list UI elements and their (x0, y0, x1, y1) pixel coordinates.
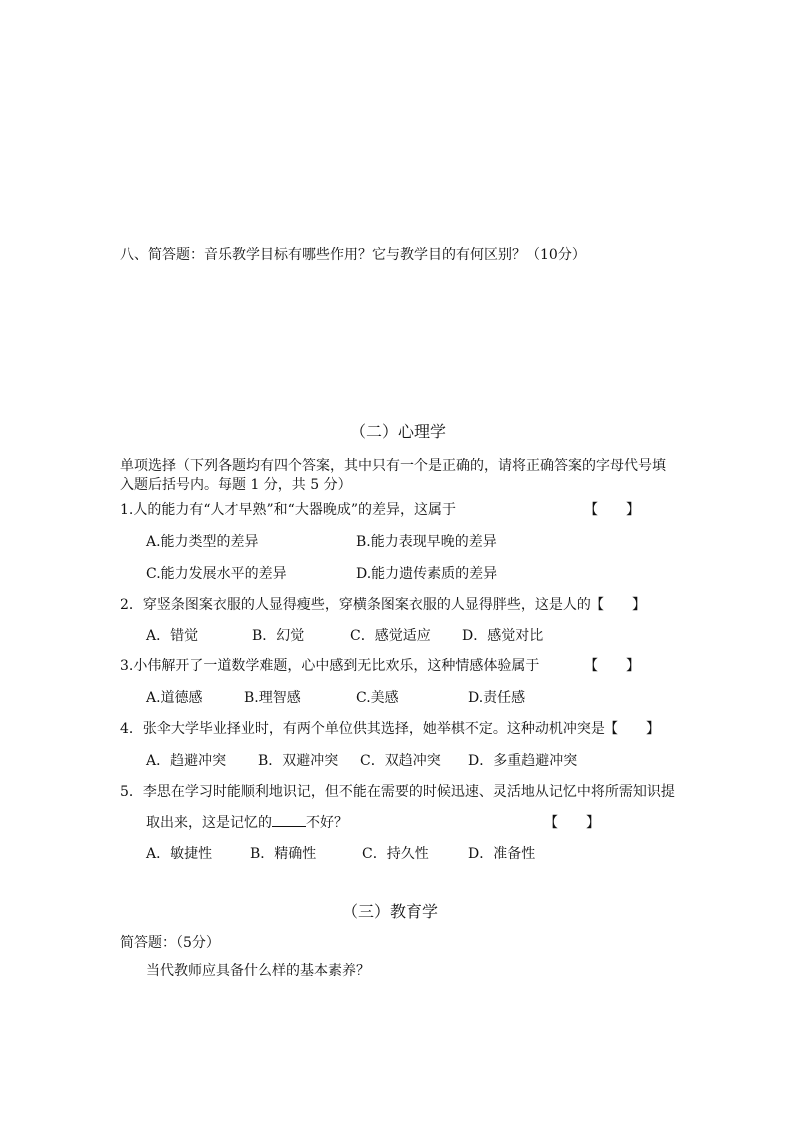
question-8: 八、简答题：音乐教学目标有哪些作用？它与教学目的有何区别？（10分） (120, 247, 586, 263)
question-5-stem-part-a: 取出来，这是记忆的 (146, 815, 272, 831)
q3-option-c: C.美感 (356, 690, 399, 706)
q4-option-b: B．双避冲突 (258, 753, 339, 769)
answer-bracket-4[interactable]: 【 】 (604, 721, 660, 737)
q5-option-c: C．持久性 (362, 846, 429, 862)
q4-option-c: C．双趋冲突 (360, 753, 441, 769)
answer-bracket-5[interactable]: 【 】 (544, 815, 600, 831)
q3-option-b: B.理智感 (244, 690, 301, 706)
q2-option-b: B．幻觉 (252, 628, 305, 644)
section-title-psychology: （二）心理学 (350, 422, 447, 441)
answer-bracket-2[interactable]: 【 】 (590, 597, 646, 613)
q2-option-a: A．错觉 (146, 628, 199, 644)
fill-blank[interactable] (272, 814, 306, 827)
q3-option-a: A.道德感 (146, 690, 203, 706)
question-3-stem: 3.小伟解开了一道数学难题，心中感到无比欢乐，这种情感体验属于 (120, 658, 540, 674)
q5-option-b: B．精确性 (250, 846, 317, 862)
section-title-pedagogy: （三）教育学 (342, 902, 439, 921)
q4-option-d: D．多重趋避冲突 (468, 753, 578, 769)
question-5-stem-part-b: 不好？ (306, 815, 348, 831)
q3-option-d: D.责任感 (468, 690, 526, 706)
instruction-line-2: 入题后括号内。每题 1 分，共 5 分） (120, 477, 352, 493)
section-3-question: 当代教师应具备什么样的基本素养？ (146, 963, 370, 979)
question-4-stem: 4．张伞大学毕业择业时，有两个单位供其选择，她举棋不定。这种动机冲突是 (120, 721, 605, 737)
answer-bracket-3[interactable]: 【 】 (584, 658, 640, 674)
q5-option-d: D．准备性 (468, 846, 536, 862)
answer-bracket-1[interactable]: 【 】 (584, 502, 640, 518)
question-5-stem-line-1: 5．李思在学习时能顺利地识记，但不能在需要的时候迅速、灵活地从记忆中将所需知识提 (120, 784, 675, 800)
section-3-subtitle: 简答题：（5分） (120, 935, 220, 951)
q2-option-d: D．感觉对比 (462, 628, 544, 644)
q5-option-a: A．敏捷性 (146, 846, 213, 862)
question-2-stem: 2．穿竖条图案衣服的人显得瘦些，穿横条图案衣服的人显得胖些，这是人的 (120, 597, 591, 613)
q1-option-d: D.能力遗传素质的差异 (356, 566, 498, 582)
q1-option-a: A.能力类型的差异 (146, 534, 259, 550)
question-1-stem: 1.人的能力有“人才早熟”和“大器晚成”的差异，这属于 (120, 502, 456, 518)
q4-option-a: A．趋避冲突 (146, 753, 227, 769)
instruction-line-1: 单项选择（下列各题均有四个答案，其中只有一个是正确的，请将正确答案的字母代号填 (120, 458, 666, 474)
q1-option-b: B.能力表现早晚的差异 (356, 534, 497, 550)
q2-option-c: C．感觉适应 (350, 628, 431, 644)
q1-option-c: C.能力发展水平的差异 (146, 566, 287, 582)
question-5-stem-line-2 (146, 812, 348, 832)
